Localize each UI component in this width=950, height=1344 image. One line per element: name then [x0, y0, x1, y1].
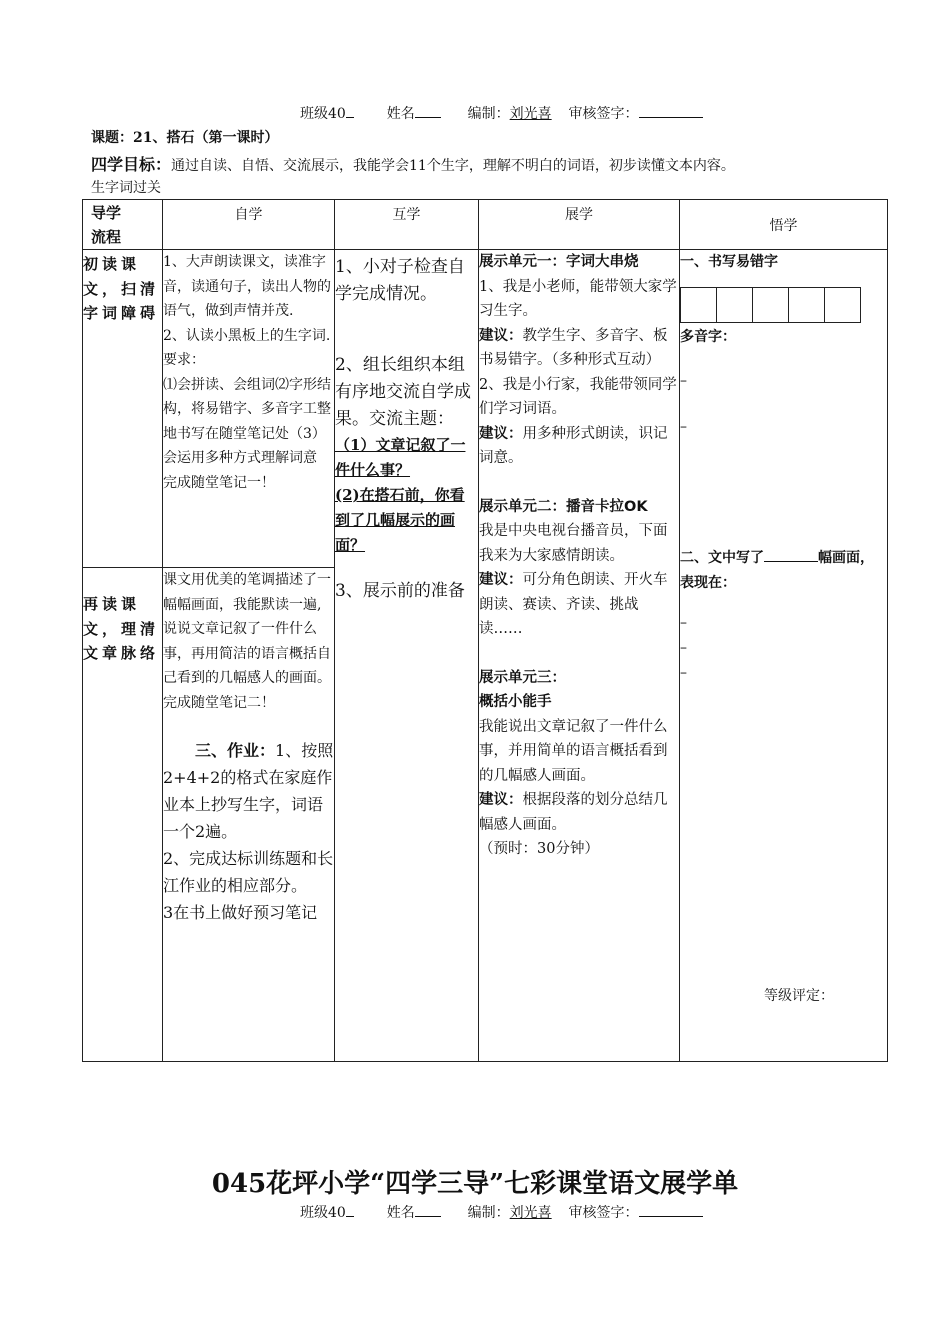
footer-editor-label: 编制： [467, 1205, 510, 1221]
self-study-part2 [163, 568, 335, 1062]
name-label: 姓名 [386, 106, 415, 122]
footer-name-blank [415, 1216, 441, 1217]
show-study-cell [479, 250, 680, 1062]
footer-editor-name: 刘光喜 [509, 1205, 552, 1221]
show-unit3-p1: 我能说出文章记叙了一件什么事，并用简单的语言概括看到的几幅感人画面。 [479, 718, 668, 784]
footer-review-signature-blank [639, 1216, 703, 1217]
editor-label: 编制： [467, 106, 510, 122]
footer-class-blank [346, 1216, 354, 1217]
char-box[interactable] [716, 287, 753, 323]
show-unit3-suggest-label: 建议： [479, 791, 523, 808]
insight-polyphone-label: 多音字： [680, 328, 736, 345]
footer-review-label: 审核签字： [568, 1205, 639, 1221]
footer-header-info-line [300, 1202, 703, 1222]
table-header-row [83, 200, 888, 250]
header-show-study: 展学 [479, 200, 680, 250]
polyphone-dash-1: – [680, 373, 687, 389]
homework-label: 三、作业： [195, 741, 276, 760]
learning-goals [91, 152, 735, 175]
scene-count-blank[interactable] [764, 561, 818, 562]
header-insight-study: 悟学 [680, 200, 888, 250]
char-box[interactable] [680, 287, 717, 323]
mutual-study-cell [335, 250, 479, 1062]
polyphone-dash-2: – [680, 419, 687, 435]
show-unit3-title: 展示单元三： [479, 669, 566, 686]
class-blank [346, 117, 354, 118]
error-prone-char-boxes [680, 287, 887, 323]
scene-dash-2: – [680, 640, 687, 656]
header-self-study: 自学 [163, 200, 335, 250]
mutual-p2: 2、组长组织本组有序地交流自学成果。交流主题： [335, 355, 471, 429]
insight-s2-prefix: 二、文中写了 [680, 550, 764, 566]
footer-name-label: 姓名 [386, 1205, 415, 1221]
show-unit1-suggest2-label: 建议： [479, 424, 523, 442]
name-blank [415, 117, 441, 118]
char-box[interactable] [788, 287, 825, 323]
mutual-p1: 1、小对子检查自学完成情况。 [335, 257, 465, 304]
flow-step1: 初读课文，扫清字词障碍 [83, 250, 163, 568]
section-subheading: 生字词过关 [91, 180, 161, 196]
homework-2: 2、完成达标训练题和长江作业的相应部分。 [163, 849, 334, 895]
show-unit1-p1: 1、我是小老师，能带领大家学习生字。 [479, 278, 677, 319]
insight-s2-suffix: 幅画面，表现在： [680, 550, 874, 591]
flow-step2: 再读课文，理清文章脉络 [83, 568, 163, 1062]
footer-title: 045花坪小学“四学三导”七彩课堂语文展学单 [211, 1169, 739, 1199]
self-p6: 完成随堂笔记二！ [163, 694, 275, 711]
show-unit2-title: 展示单元二：播音卡拉OK [479, 498, 648, 515]
show-unit1-suggest1-label: 建议： [479, 326, 523, 344]
mutual-question2: (2)在搭石前，你看到了几幅展示的画面？ [335, 486, 465, 554]
self-p5: 课文用优美的笔调描述了一幅幅画面，我能默读一遍,说说文章记叙了一件什么事，再用简洁的语言概括自己看到的几幅感人的画面。 [163, 572, 331, 686]
scene-dash-1: – [680, 615, 687, 631]
class-label: 班级40 [300, 106, 346, 122]
show-unit1-suggest2: 用多种形式朗读，识记词意。 [479, 425, 668, 466]
homework-3: 3在书上做好预习笔记 [163, 903, 318, 922]
header-flow [83, 200, 163, 250]
char-box[interactable] [752, 287, 789, 323]
footer-class-label: 班级40 [300, 1205, 346, 1221]
homework-1: 1、按照2+4+2的格式在家庭作业本上抄写生字，词语一个2遍。 [163, 741, 334, 841]
header-mutual-study: 互学 [335, 200, 479, 250]
mutual-question1: （1）文章记叙了一件什么事？ [335, 436, 466, 479]
self-p3: ⑴会拼读、会组词⑵字形结构，将易错字、多音字工整地书写在随堂笔记处（3）会运用多种方式理解词意 [163, 376, 331, 466]
insight-study-cell [680, 250, 888, 1062]
header-flow-line2: 流程 [91, 227, 122, 246]
review-signature-blank [639, 117, 703, 118]
self-p4: 完成随堂笔记一！ [163, 474, 275, 491]
show-unit1-title: 展示单元一：字词大串烧 [479, 254, 639, 270]
scene-dash-3: – [680, 665, 687, 681]
insight-s1-title: 一、书写易错字 [680, 254, 778, 270]
editor-name: 刘光喜 [509, 106, 552, 122]
self-study-part1 [163, 250, 335, 568]
show-unit1-suggest1: 教学生字、多音字、板书易错字。（多种形式互动） [479, 327, 668, 368]
show-unit3-suggest: 根据段落的划分总结几幅感人画面。 [479, 792, 668, 833]
char-box[interactable] [824, 287, 861, 323]
goals-label: 四学目标： [91, 155, 172, 174]
lesson-title: 课题：21、搭石（第一课时） [91, 130, 279, 146]
grade-evaluation: 等级评定： [764, 988, 834, 1004]
mutual-p3: 3、展示前的准备 [335, 581, 465, 601]
header-info-line [300, 103, 703, 123]
self-p1: 1、大声朗读课文，读准字音，读通句子，读出人物的语气，做到声情并茂. [163, 254, 331, 319]
show-unit2-suggest-label: 建议： [479, 571, 523, 588]
goals-text: 通过自读、自悟、交流展示，我能学会11个生字，理解不明白的词语，初步读懂文本内容。 [171, 158, 735, 174]
show-unit2-p1: 我是中央电视台播音员，下面我来为大家感情朗读。 [479, 523, 668, 564]
show-unit1-p2: 2、我是小行家，我能带领同学们学习词语。 [479, 376, 677, 417]
show-unit3-subtitle: 概括小能手 [479, 694, 552, 710]
show-time-estimate: （预时：30分钟） [479, 841, 599, 857]
review-label: 审核签字： [568, 106, 639, 122]
header-flow-line1: 导学 [91, 203, 122, 222]
table-row-step1 [83, 250, 888, 568]
show-unit2-suggest: 可分角色朗读、开火车朗读、赛读、齐读、挑战读…… [479, 572, 668, 637]
study-sheet-table [82, 199, 888, 1062]
self-p2: 2、认读小黑板上的生字词.要求： [163, 327, 331, 368]
